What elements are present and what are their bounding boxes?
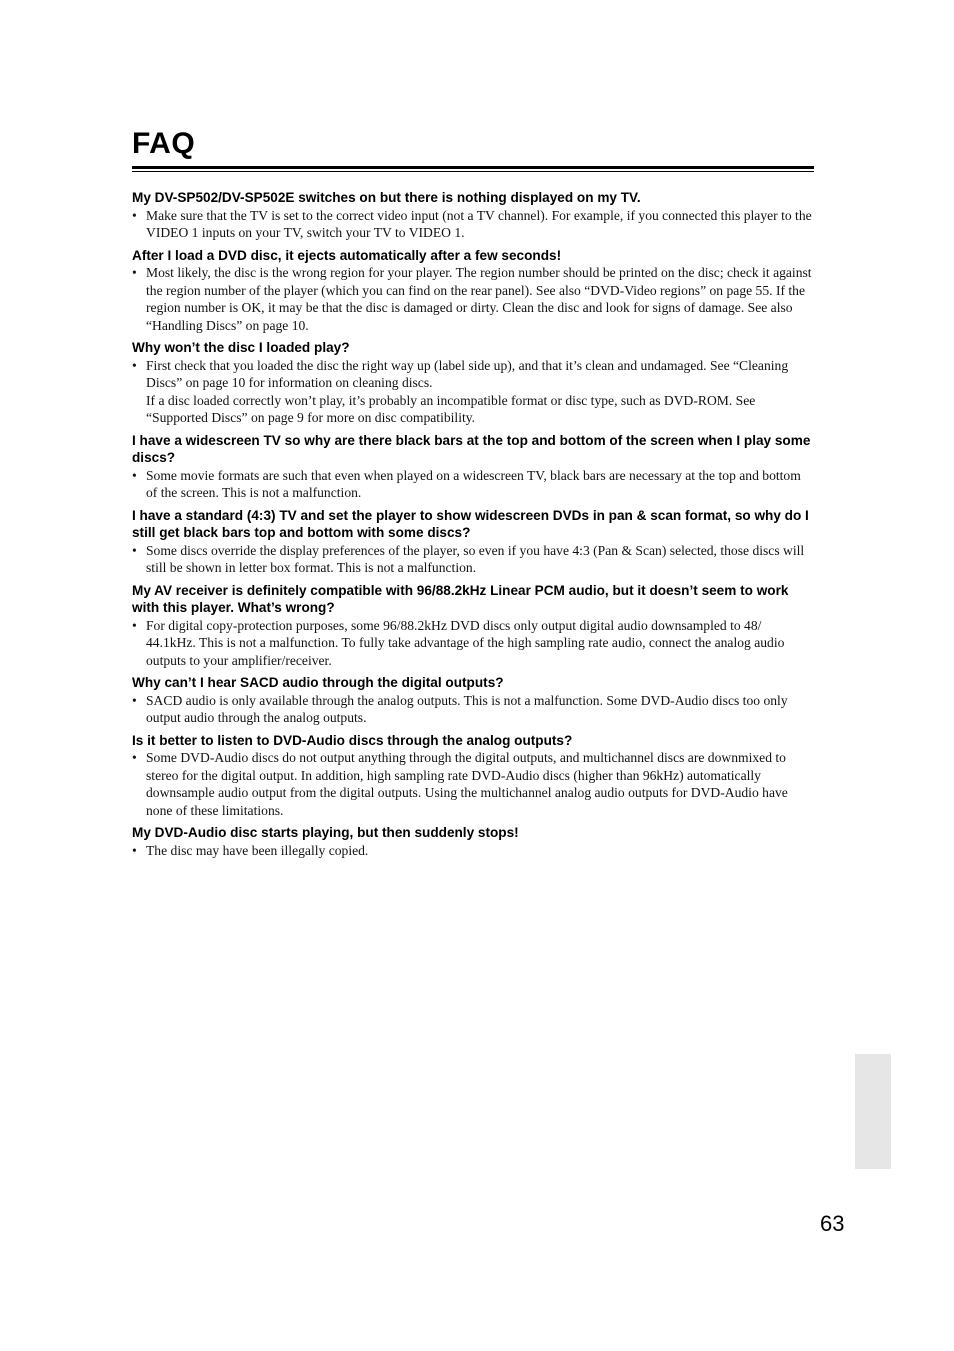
answer-text: Some discs override the display preferences of the player, so even if you have 4:3 (Pan & Scan) selected, those discs will still be shown in letter box format. This is not a malfunction.: [146, 542, 805, 575]
answer-text: If a disc loaded correctly won’t play, it’s probably an incompatible format or disc type, such as DVD-ROM. See “Supported Discs” on page 9 for more on disc compatibility.: [146, 392, 756, 425]
faq-question: After I load a DVD disc, it ejects automatically after a few seconds!: [132, 247, 562, 263]
faq-item: [132, 507, 814, 577]
faq-answer: [132, 749, 814, 819]
answer-text: Make sure that the TV is set to the correct video input (not a TV channel). For example, if you connected this player to the VIDEO 1 inputs on your TV, switch your TV to VIDEO 1.: [146, 207, 812, 240]
page-number: 63: [820, 1211, 845, 1236]
faq-answer: [132, 542, 814, 577]
bullet-icon: •: [132, 842, 137, 858]
faq-item: [132, 432, 814, 502]
faq-question: My AV receiver is definitely compatible with 96/88.2kHz Linear PCM audio, but it doesn’t seem to work with this player. What’s wrong?: [132, 582, 789, 615]
faq-answer: [132, 617, 814, 670]
faq-question: I have a widescreen TV so why are there black bars at the top and bottom of the screen when I play some discs?: [132, 432, 811, 465]
faq-item: [132, 824, 814, 859]
bullet-icon: •: [132, 467, 137, 483]
bullet-icon: •: [132, 265, 137, 280]
faq-answer: [132, 692, 814, 727]
bullet-icon: •: [132, 357, 137, 373]
answer-text: Some DVD-Audio discs do not output anything through the digital outputs, and multichannel discs are downmixed to stereo for the digital output. In addition, high sampling rate DVD-Audio discs (higher than 96kHz) automatically downsample audio output from the digital outputs. Using the multichannel analog audio outputs for DVD-Audio have none of these limitations.: [146, 750, 788, 818]
faq-answer: [132, 207, 814, 242]
answer-text: The disc may have been illegally copied.: [146, 842, 369, 858]
faq-list: [132, 189, 814, 864]
faq-question: Why won’t the disc I loaded play?: [132, 340, 350, 355]
bullet-icon: •: [132, 750, 137, 765]
title-rule: [132, 166, 814, 169]
title-rule-thin: [132, 171, 814, 172]
answer-text: First check that you loaded the disc the right way up (label side up), and that it’s clean and undamaged. See “Cleaning Discs” on page 10 for information on cleaning discs.: [146, 357, 789, 390]
faq-item: [132, 732, 814, 820]
page-title: FAQ: [132, 127, 196, 160]
faq-question: My DV-SP502/DV-SP502E switches on but there is nothing displayed on my TV.: [132, 190, 641, 205]
faq-question: My DVD-Audio disc starts playing, but then suddenly stops!: [132, 825, 519, 840]
faq-question: Is it better to listen to DVD-Audio discs through the analog outputs?: [132, 732, 573, 748]
faq-item: [132, 247, 814, 335]
answer-text: Some movie formats are such that even when played on a widescreen TV, black bars are necessary at the top and bottom of the screen. This is not a malfunction.: [146, 467, 801, 500]
bullet-icon: •: [132, 692, 137, 708]
faq-answer: [132, 467, 814, 502]
faq-question: I have a standard (4:3) TV and set the player to show widescreen DVDs in pan & scan format, so why do I still get black bars top and bottom with some discs?: [132, 507, 809, 540]
faq-item: [132, 582, 814, 670]
section-tab: [855, 1054, 891, 1169]
answer-text: SACD audio is only available through the analog outputs. This is not a malfunction. Some DVD-Audio discs too only output audio through the analog outputs.: [146, 692, 788, 725]
answer-text: Most likely, the disc is the wrong region for your player. The region number should be printed on the disc; check it against the region number of the player (which you can find on the rear panel). See also “DVD-Video regions” on page 55. If the region number is OK, it may be that the disc is damaged or dirty. Clean the disc and look for signs of damage. See also “Handling Discs” on page 10.: [146, 265, 812, 333]
faq-answer: [132, 357, 814, 427]
faq-item: [132, 189, 814, 242]
bullet-icon: •: [132, 542, 137, 558]
faq-answer: [132, 842, 814, 860]
faq-item: [132, 674, 814, 727]
faq-question: Why can’t I hear SACD audio through the digital outputs?: [132, 675, 504, 690]
bullet-icon: •: [132, 617, 137, 633]
faq-answer: [132, 264, 814, 334]
faq-item: [132, 339, 814, 427]
bullet-icon: •: [132, 207, 137, 223]
answer-text: For digital copy-protection purposes, some 96/88.2kHz DVD discs only output digital audio downsampled to 48/ 44.1kHz. This is not a malfunction. To fully take advantage of the high sampling rate audio, connect the analog audio outputs to your amplifier/receiver.: [146, 617, 785, 668]
